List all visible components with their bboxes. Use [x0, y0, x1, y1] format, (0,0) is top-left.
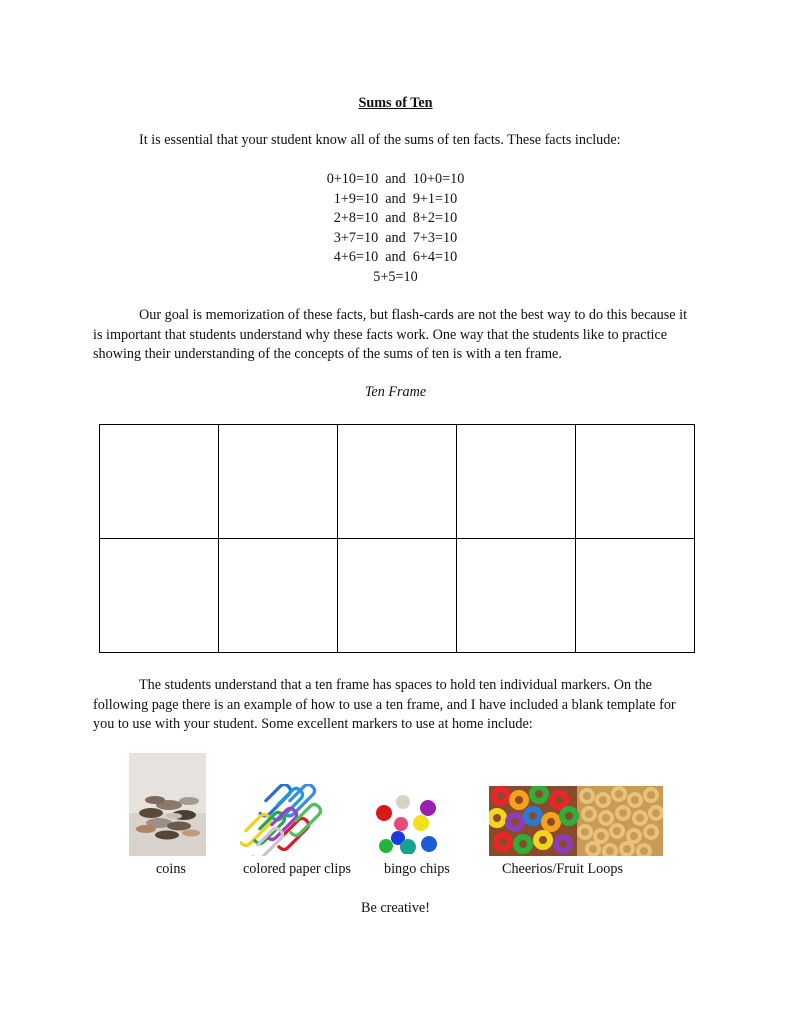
intro-text: It is essential that your student know all of the sums of ten facts. These facts include:: [139, 132, 621, 148]
ten-frame-cell: [457, 425, 576, 539]
ten-frame-row: [100, 539, 695, 653]
marker-label-paper-clips: colored paper clips: [243, 861, 351, 877]
cereal-icon: [489, 786, 663, 856]
document-title: Sums of Ten: [358, 95, 433, 111]
ten-frame-cell: [576, 539, 695, 653]
fact-line: 1+9=10 and 9+1=10: [333, 190, 458, 207]
fact-line: 2+8=10 and 8+2=10: [333, 210, 458, 226]
coins-icon: [129, 753, 206, 856]
goal-paragraph: Our goal is memorization of these facts, but flash-cards are not the best way to do this because it is important that students understand why these facts work. One way that the students like to practice showing their understanding of the concepts of the sums of ten is with a ten frame.: [93, 307, 688, 362]
ten-frame-row: [100, 425, 695, 539]
fact-line: 4+6=10 and 6+4=10: [333, 249, 458, 265]
paper-clips-icon: [240, 784, 330, 856]
ten-frame-cell: [457, 539, 576, 653]
ten-frame-cell: [338, 425, 457, 539]
marker-label-coins: coins: [156, 861, 186, 877]
ten-frame-cell: [338, 539, 457, 653]
ten-frame-grid: [99, 424, 695, 653]
closing-text: Be creative!: [361, 900, 430, 916]
marker-label-bingo-chips: bingo chips: [384, 861, 450, 877]
bingo-chips-icon: [373, 794, 439, 854]
ten-frame-cell: [100, 539, 219, 653]
ten-frame-cell: [576, 425, 695, 539]
ten-frame-cell: [100, 425, 219, 539]
sum-facts-list: [0, 170, 791, 287]
ten-frame-caption: Ten Frame: [364, 384, 427, 400]
fact-line: 0+10=10 and 10+0=10: [326, 171, 465, 187]
fact-line: 3+7=10 and 7+3=10: [333, 229, 458, 246]
marker-label-cereal: Cheerios/Fruit Loops: [502, 861, 623, 877]
markers-paragraph: The students understand that a ten frame has spaces to hold ten individual markers. On the following page there is an example of how to use a ten frame, and I have included a blank template for you to use with your student. Some excellent markers to use at home include:: [93, 677, 676, 732]
fact-line: 5+5=10: [373, 268, 418, 285]
ten-frame-cell: [219, 425, 338, 539]
ten-frame-cell: [219, 539, 338, 653]
